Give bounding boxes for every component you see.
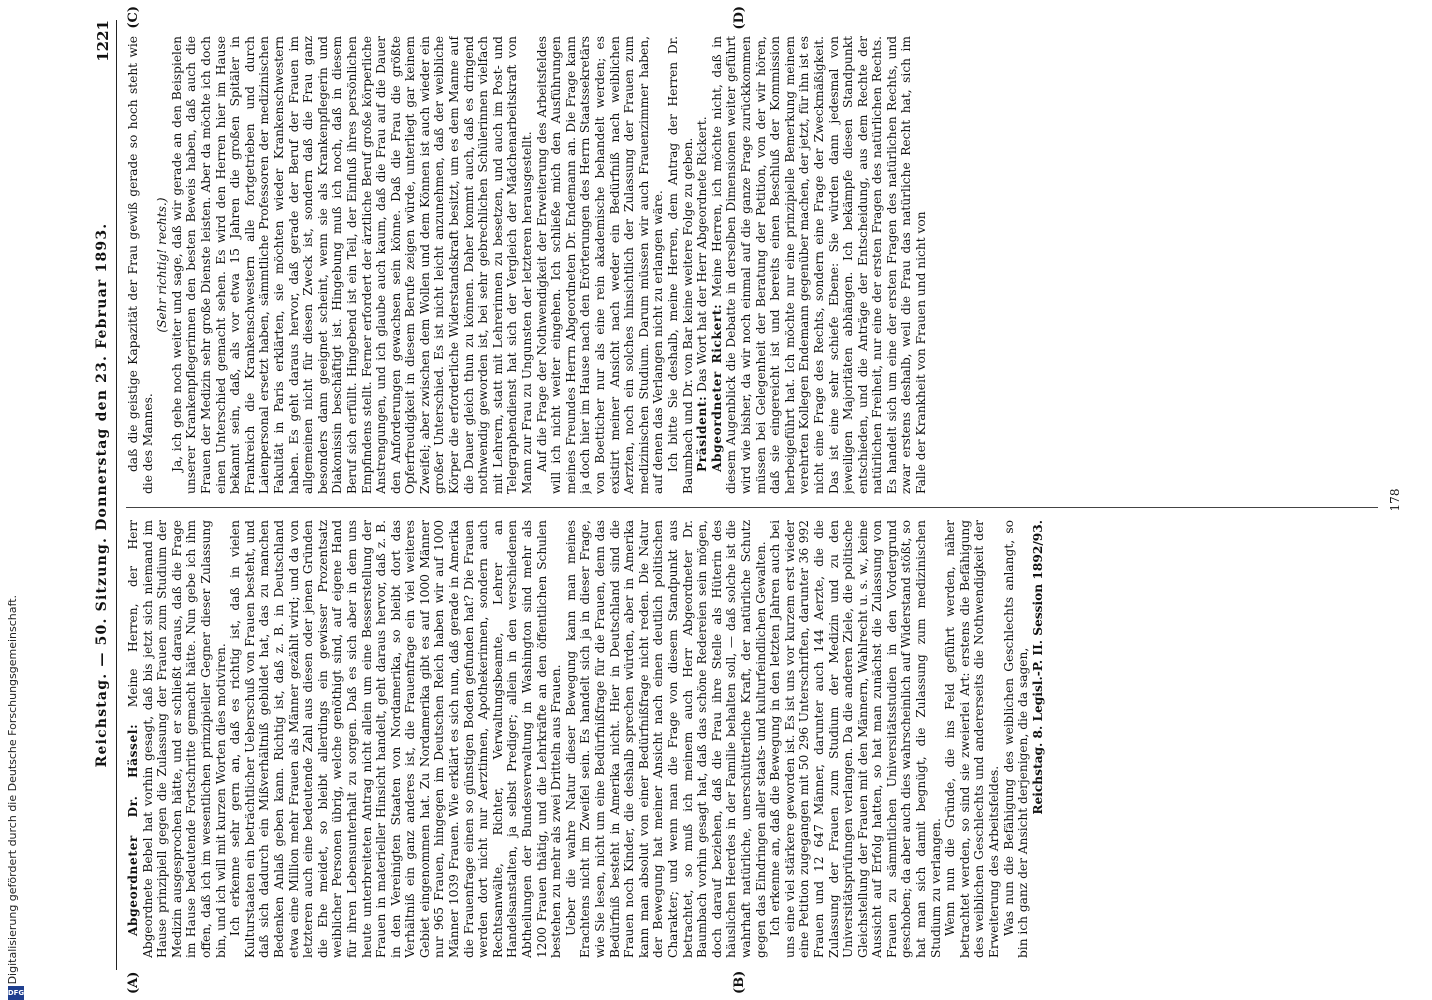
paragraph-text: Ich erkenne an, daß die Bewegung in den letzten Jahren auch bei uns eine viel stärkere geworden ist. Es ist uns vor kurzem erst wieder eine Petition zugegangen mit 50 296 Unterschriften, darunter 36 992 Frauen und 12 647 Männer, darunter auch 144 Aerzte, die die Zulassung der Frauen zum Studium der Medizin und zu den Universitätsprüfungen verlangen. Da die anderen Ziele, die politische Gleichstellung der Frauen mit den Männern, Wahlrecht u. s. w., keine Aussicht auf Erfolg hatten, so hat man zunächst die Zulassung von Frauen zu sämmtlichen Universitätsstudien in den Vordergrund geschoben; da aber auch dies wahrscheinlich auf Widerstand stößt, so hat man sich damit begnügt, die Zulassung zum medizinischen Studium zu verlangen.	[768, 520, 943, 958]
paragraph	[710, 36, 929, 494]
dfg-logo-icon: DFG	[8, 986, 24, 1000]
paragraph-text: Meine Herren, der Herr Abgeordnete Bebel hat vorhin gesagt, daß bis jetzt sich niemand im Hause prinzipiell gegen die Zulassung der Frauen zum Studium der Medizin ausgesprochen hätte, und er schließt daraus, daß die Frage im Hause bedeutende Fortschritte gemacht hätte. Nun gebe ich ihm offen, daß ich im wesentlichen prinzipieller Gegner dieser Zulassung bin, und ich will mit kurzen Worten dies motiviren.	[126, 520, 228, 958]
paragraph-text: (Sehr richtig! rechts.)	[155, 197, 170, 333]
paragraph	[1031, 520, 1046, 958]
paragraph-text: Ja, ich gehe noch weiter und sage, daß wir gerade an den Beispielen unserer Krankenpflegerinnen den besten Beweis haben, daß auch die Frauen der Medizin sehr große Dienste leisten. Aber da möchte ich doch einen Unterschied gemacht sehen. Es wird den Herren hier im Hause bekannt sein, daß, als vor etwa 15 Jahren die großen Spitäler in Frankreich die Krankenschwestern alle fortgetrieben und durch Laienpersonal ersetzt haben, sämmtliche Professoren der medizinischen Fakultät in Paris erklärten, sie möchten wieder Krankenschwestern haben. Es geht daraus hervor, daß gerade der Beruf der Frauen im allgemeinen nicht für diesen Zweck ist, sondern daß die Frau ganz besonders dann geeignet scheint, wenn sie als Krankenpflegerin und Diakonissin beschäftigt ist. Hingebung muß ich noch, daß in diesem Beruf sich erfüllt. Hingebend ist ein Teil, der Einfluß ihres persönlichen Empfindens stellt. Ferner erfordert der ärztliche Beruf große körperliche Anstrengungen, und ich glaube auch kaum, daß die Frau auf die Dauer den Anforderungen gewachsen sein könne. Daß die Frau die größte Opferfreudigkeit in diesem Berufe zeigen würde, unterliegt gar keinem Zweifel; aber zwischen dem Wollen und dem Können ist auch wieder ein großer Unterschied. Es ist nicht leicht anzunehmen, daß der weibliche Körper die erforderliche Widerstandskraft besitzt, um es dem Manne auf die Dauer gleich thun zu können. Daher kommt auch, daß es dringend nothwendig geworden ist, bei sehr gebrechlichen Schülerinnen vielfach mit Lehrern, statt mit Lehrerinnen zu besetzen, und auch im Post- und Telegraphendienst hat sich der Vergleich der Mädchenarbeitskraft von Mann zur Frau zu Ungunsten der letzteren herausgestellt.	[169, 36, 535, 494]
speaker-name: Abgeordneter Dr. Hässel:	[126, 723, 140, 936]
page-header	[94, 20, 117, 970]
paragraph	[155, 36, 170, 494]
paragraph	[666, 36, 695, 494]
paragraph-text: Ueber die wahre Natur dieser Bewegung kann man meines Erachtens nicht im Zweifel sein. Es handelt sich ja in dieser Frage, wie Sie lesen, nicht um eine Bedürfnißfrage für die Frauen, denn das Bedürfniß besteht in Amerika nicht. Hier in Deutschland sind die Frauen noch Kinder, die deshalb sprechen würden, aber in Amerika kann man absolut von einer Bedürfnißfrage nicht reden. Die Natur der Bewegung hat meiner Ansicht nach einen deutlich politischen Charakter; und wenn man die Frage von diesem Standpunkt aus betrachtet, so muß ich meinem auch Herr Abgeordneter Dr. Baumbach vorhin gesagt hat, daß das schöne Redereien sein mögen, doch darauf beziehen, daß die Frau ihre Stelle als Hüterin des häuslichen Heerdes in der Familie behalten soll, — daß solche ist die wahrhaft natürliche, unerschütterliche Kraft, der natürliche Schutz gegen das Eindringen aller staats- und kulturfeindlichen Gewalten.	[563, 520, 768, 958]
paragraph	[228, 520, 564, 958]
paragraph	[564, 520, 768, 958]
paragraph-text: Was nun die Befähigung des weiblichen Geschlechts anlangt, so bin ich ganz der Ansicht derjenigen, die da sagen,	[1001, 520, 1031, 958]
paragraph	[535, 36, 666, 494]
paragraph-text: Reichstag. 8. Legisl.-P. II. Session 1892/93.	[1030, 520, 1045, 815]
paragraph-text: Ich bitte Sie deshalb, meine Herren, dem Antrag der Herren Dr. Baumbach und Dr. von Bar keine weitere Folge zu geben.	[665, 36, 695, 494]
column-divider	[126, 507, 1378, 508]
paragraph	[695, 36, 710, 494]
paragraph-text: Meine Herren, ich möchte nicht, daß in diesem Augenblick die Debatte in derselben Dimensionen weiter geführt wird wie bisher, da wir noch einmal auf die ganze Frage zurückkommen müssen bei Gelegenheit der Beratung der Petition, von der wir hören, daß sie eingereicht ist und bereits einen Beschluß der Kommission herbeigeführt hat. Ich möchte nur eine prinzipielle Bemerkung meinem verehrten Kollegen Endemann gegenüber machen, der jetzt, für ihn ist es nicht eine Frage des Rechts, sondern eine Frage der Zweckmäßigkeit. Das ist eine sehr schiefe Ebene: Sie würden dann jedesmal von jeweiligen Majoritäten abhängen. Ich bekämpfe diesen Standpunkt entschieden, und die Anträge der Entscheidung, aus dem Rechte der natürlichen Freiheit, nur eine der ersten Fragen des natürlichen Rechts. Es handelt sich um eine der ersten Fragen des natürlichen Rechts, und zwar erstens deshalb, weil die Frau das natürliche Recht hat, sich im Falle der Krankheit von Frauen und nicht von	[709, 36, 929, 494]
page-title: Reichstag. — 50. Sitzung. Donnerstag den 23. Februar 1893.	[94, 222, 110, 768]
page-number: 1221	[94, 20, 112, 62]
left-column	[126, 520, 1378, 958]
paragraph	[1002, 520, 1031, 958]
paragraph	[768, 520, 943, 958]
speaker-name: Abgeordneter Rickert:	[709, 303, 724, 472]
speaker-name: Präsident:	[695, 395, 710, 472]
paragraph	[170, 36, 535, 494]
margin-mark-a: (A)	[126, 971, 141, 994]
right-column	[126, 36, 1378, 494]
paragraph-text: daß die geistige Kapazität der Frau gewiß gerade so hoch steht wie die des Mannes.	[126, 36, 155, 494]
margin-mark-d: (D)	[732, 6, 747, 30]
dfg-credit-label: Digitalisierung gefördert durch die Deutsche Forschungsgemeinschaft.	[6, 594, 19, 984]
paragraph	[126, 36, 155, 494]
page-footer-number: 178	[1388, 488, 1402, 512]
paragraph-text: Auf die Frage der Nothwendigkeit der Erweiterung des Arbeitsfeldes will ich nicht weiter eingehen. Ich schließe mich den Ausführungen meines Freundes Herrn Abgeordneten Dr. Endemann an. Die Frage kann ja doch hier im Hause nach den Erörterungen des Herrn Staatssekretärs von Boetticher nur als eine rein akademische behandelt werden; es existirt meiner Ansicht nach weder ein Bedürfniß nach weiblichen Aerzten, noch ein solches hinsichtlich der Zulassung der Frauen zum medizinischen Studium. Darum müssen wir auch Frauenzimmer haben, auf denen das Verlangen nicht zu erlangen wäre.	[534, 36, 666, 494]
paragraph-text: Das Wort hat der Herr Abgeordnete Rickert.	[695, 116, 710, 392]
paragraph-text: Ich erkenne sehr gern an, daß es richtig ist, daß in vielen Kulturstaaten ein beträchtlicher Ueberschuß von Frauen besteht, und daß sich dadurch ein Mißverhältniß gebildet hat, das zu manchen Bedenken Anlaß geben kann. Richtig ist, daß z. B. in Deutschland etwa eine Million mehr Frauen als Männer gezählt wird; und da von letzteren auch eine bedeutende Zahl aus diesen oder jenen Gründen die Ehe meidet, so bleibt allerdings ein gewisser Prozentsatz weiblicher Personen übrig, welche genöthigt sind, auf eigene Hand für ihren Lebensunterhalt zu sorgen. Daß es sich aber in dem uns heute unterbreiteten Antrag nicht allein um eine Besserstellung der Frauen in materieller Hinsicht handelt, geht daraus hervor, daß z. B. in den Vereinigten Staaten von Nordamerika, so bleibt dort das Verhältniß ein ganz anderes ist, die Frauenfrage ein viel weiteres Gebiet eingenommen hat. Zu Nordamerika gibt es auf 1000 Männer nur 965 Frauen, hingegen im Deutschen Reich haben wir auf 1000 Männer 1039 Frauen. Wie erklärt es sich nun, daß gerade in Amerika die Frauenfrage einen so günstigen Boden gefunden hat? Die Frauen werden dort nicht nur Aerztinnen, Apothekerinnen, sondern auch Rechtsanwälte, Richter, Verwaltungsbeamte, Lehrer an Handelsanstalten, ja selbst Prediger; allein in den verschiedenen Abtheilungen der Bundesverwaltung in Washington sind mehr als 1200 Frauen thätig, und die Lehrkräfte an den öffentlichen Schulen bestehen zu mehr als zwei Dritteln aus Frauen.	[228, 520, 564, 958]
digitisation-strip	[0, 0, 42, 1000]
paragraph	[943, 520, 1001, 958]
margin-mark-c: (C)	[126, 6, 141, 29]
paragraph	[126, 520, 228, 958]
document-page	[42, 0, 1432, 1000]
margin-mark-b: (B)	[732, 970, 747, 994]
paragraph-text: Wenn nun die Gründe, die ins Feld geführt werden, näher betrachtet werden, so sind sie zweierlei Art: erstens die Befähigung des weiblichen Geschlechts und andererseits die Nothwendigkeit der Erweiterung des Arbeitsfeldes.	[943, 520, 1002, 958]
